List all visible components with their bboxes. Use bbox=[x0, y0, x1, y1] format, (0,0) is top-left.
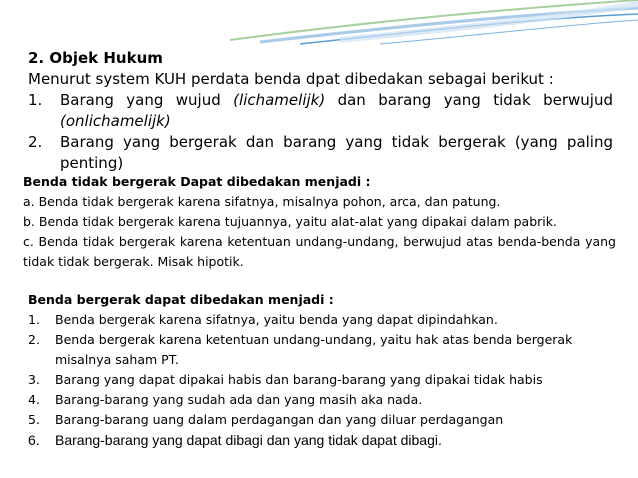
list-number: 2. bbox=[28, 332, 40, 347]
list-item bbox=[28, 410, 613, 430]
section-intro: Menurut system KUH perdata benda dpat dibedakan sebagai berikut : bbox=[28, 70, 554, 88]
section-title: 2. Objek Hukum bbox=[28, 49, 163, 67]
list-item bbox=[28, 370, 613, 390]
section-title: Benda bergerak dapat dibedakan menjadi : bbox=[28, 292, 334, 307]
section-benda-bergerak bbox=[28, 290, 613, 450]
list-text: Barang yang dapat dipakai habis dan barang-barang yang dipakai tidak habis bbox=[55, 372, 543, 387]
list-item bbox=[28, 330, 613, 370]
list-number: 4. bbox=[28, 392, 40, 407]
list-number: 6. bbox=[28, 432, 40, 448]
list-text: Barang-barang uang dalam perdagangan dan yang diluar perdagangan bbox=[55, 412, 504, 427]
list-number: 1. bbox=[28, 91, 43, 109]
italic-term: (lichamelijk) bbox=[233, 91, 326, 109]
list-number: 3. bbox=[28, 372, 40, 387]
list-item bbox=[28, 430, 613, 450]
section-benda-tidak-bergerak bbox=[23, 172, 616, 272]
list-item bbox=[28, 310, 613, 330]
list-number: 5. bbox=[28, 412, 40, 427]
list-text: Barang-barang yang sudah ada dan yang masih aka nada. bbox=[55, 392, 423, 407]
list-number: 1. bbox=[28, 312, 40, 327]
section-title: Benda tidak bergerak Dapat dibedakan menjadi : bbox=[23, 174, 371, 189]
section-objek-hukum bbox=[28, 48, 613, 174]
list-text: Barang-barang yang dapat dibagi dan yang tidak dapat dibagi. bbox=[55, 432, 442, 448]
list-text: Benda bergerak karena ketentuan undang-undang, yaitu hak atas benda bergerak misalnya saham PT. bbox=[55, 332, 573, 367]
list-item: c. Benda tidak bergerak karena ketentuan undang-undang, berwujud atas benda-benda yang tidak tidak bergerak. Misak hipotik. bbox=[23, 234, 616, 269]
list-text: dan barang yang tidak berwujud bbox=[325, 91, 613, 109]
italic-term: (onlichamelijk) bbox=[60, 112, 171, 130]
list-item: b. Benda tidak bergerak karena tujuannya, yaitu alat-alat yang dipakai dalam pabrik. bbox=[23, 214, 557, 229]
list-text: Barang yang wujud bbox=[60, 91, 234, 109]
list-item bbox=[28, 390, 613, 410]
list-item bbox=[28, 90, 613, 132]
list-text: Benda bergerak karena sifatnya, yaitu benda yang dapat dipindahkan. bbox=[55, 312, 498, 327]
objek-list bbox=[28, 90, 613, 174]
bergerak-list bbox=[28, 310, 613, 450]
list-item bbox=[28, 132, 613, 174]
list-item: a. Benda tidak bergerak karena sifatnya, misalnya pohon, arca, dan patung. bbox=[23, 194, 501, 209]
list-text: Barang yang bergerak dan barang yang tidak bergerak (yang paling penting) bbox=[60, 133, 613, 172]
list-number: 2. bbox=[28, 133, 43, 151]
